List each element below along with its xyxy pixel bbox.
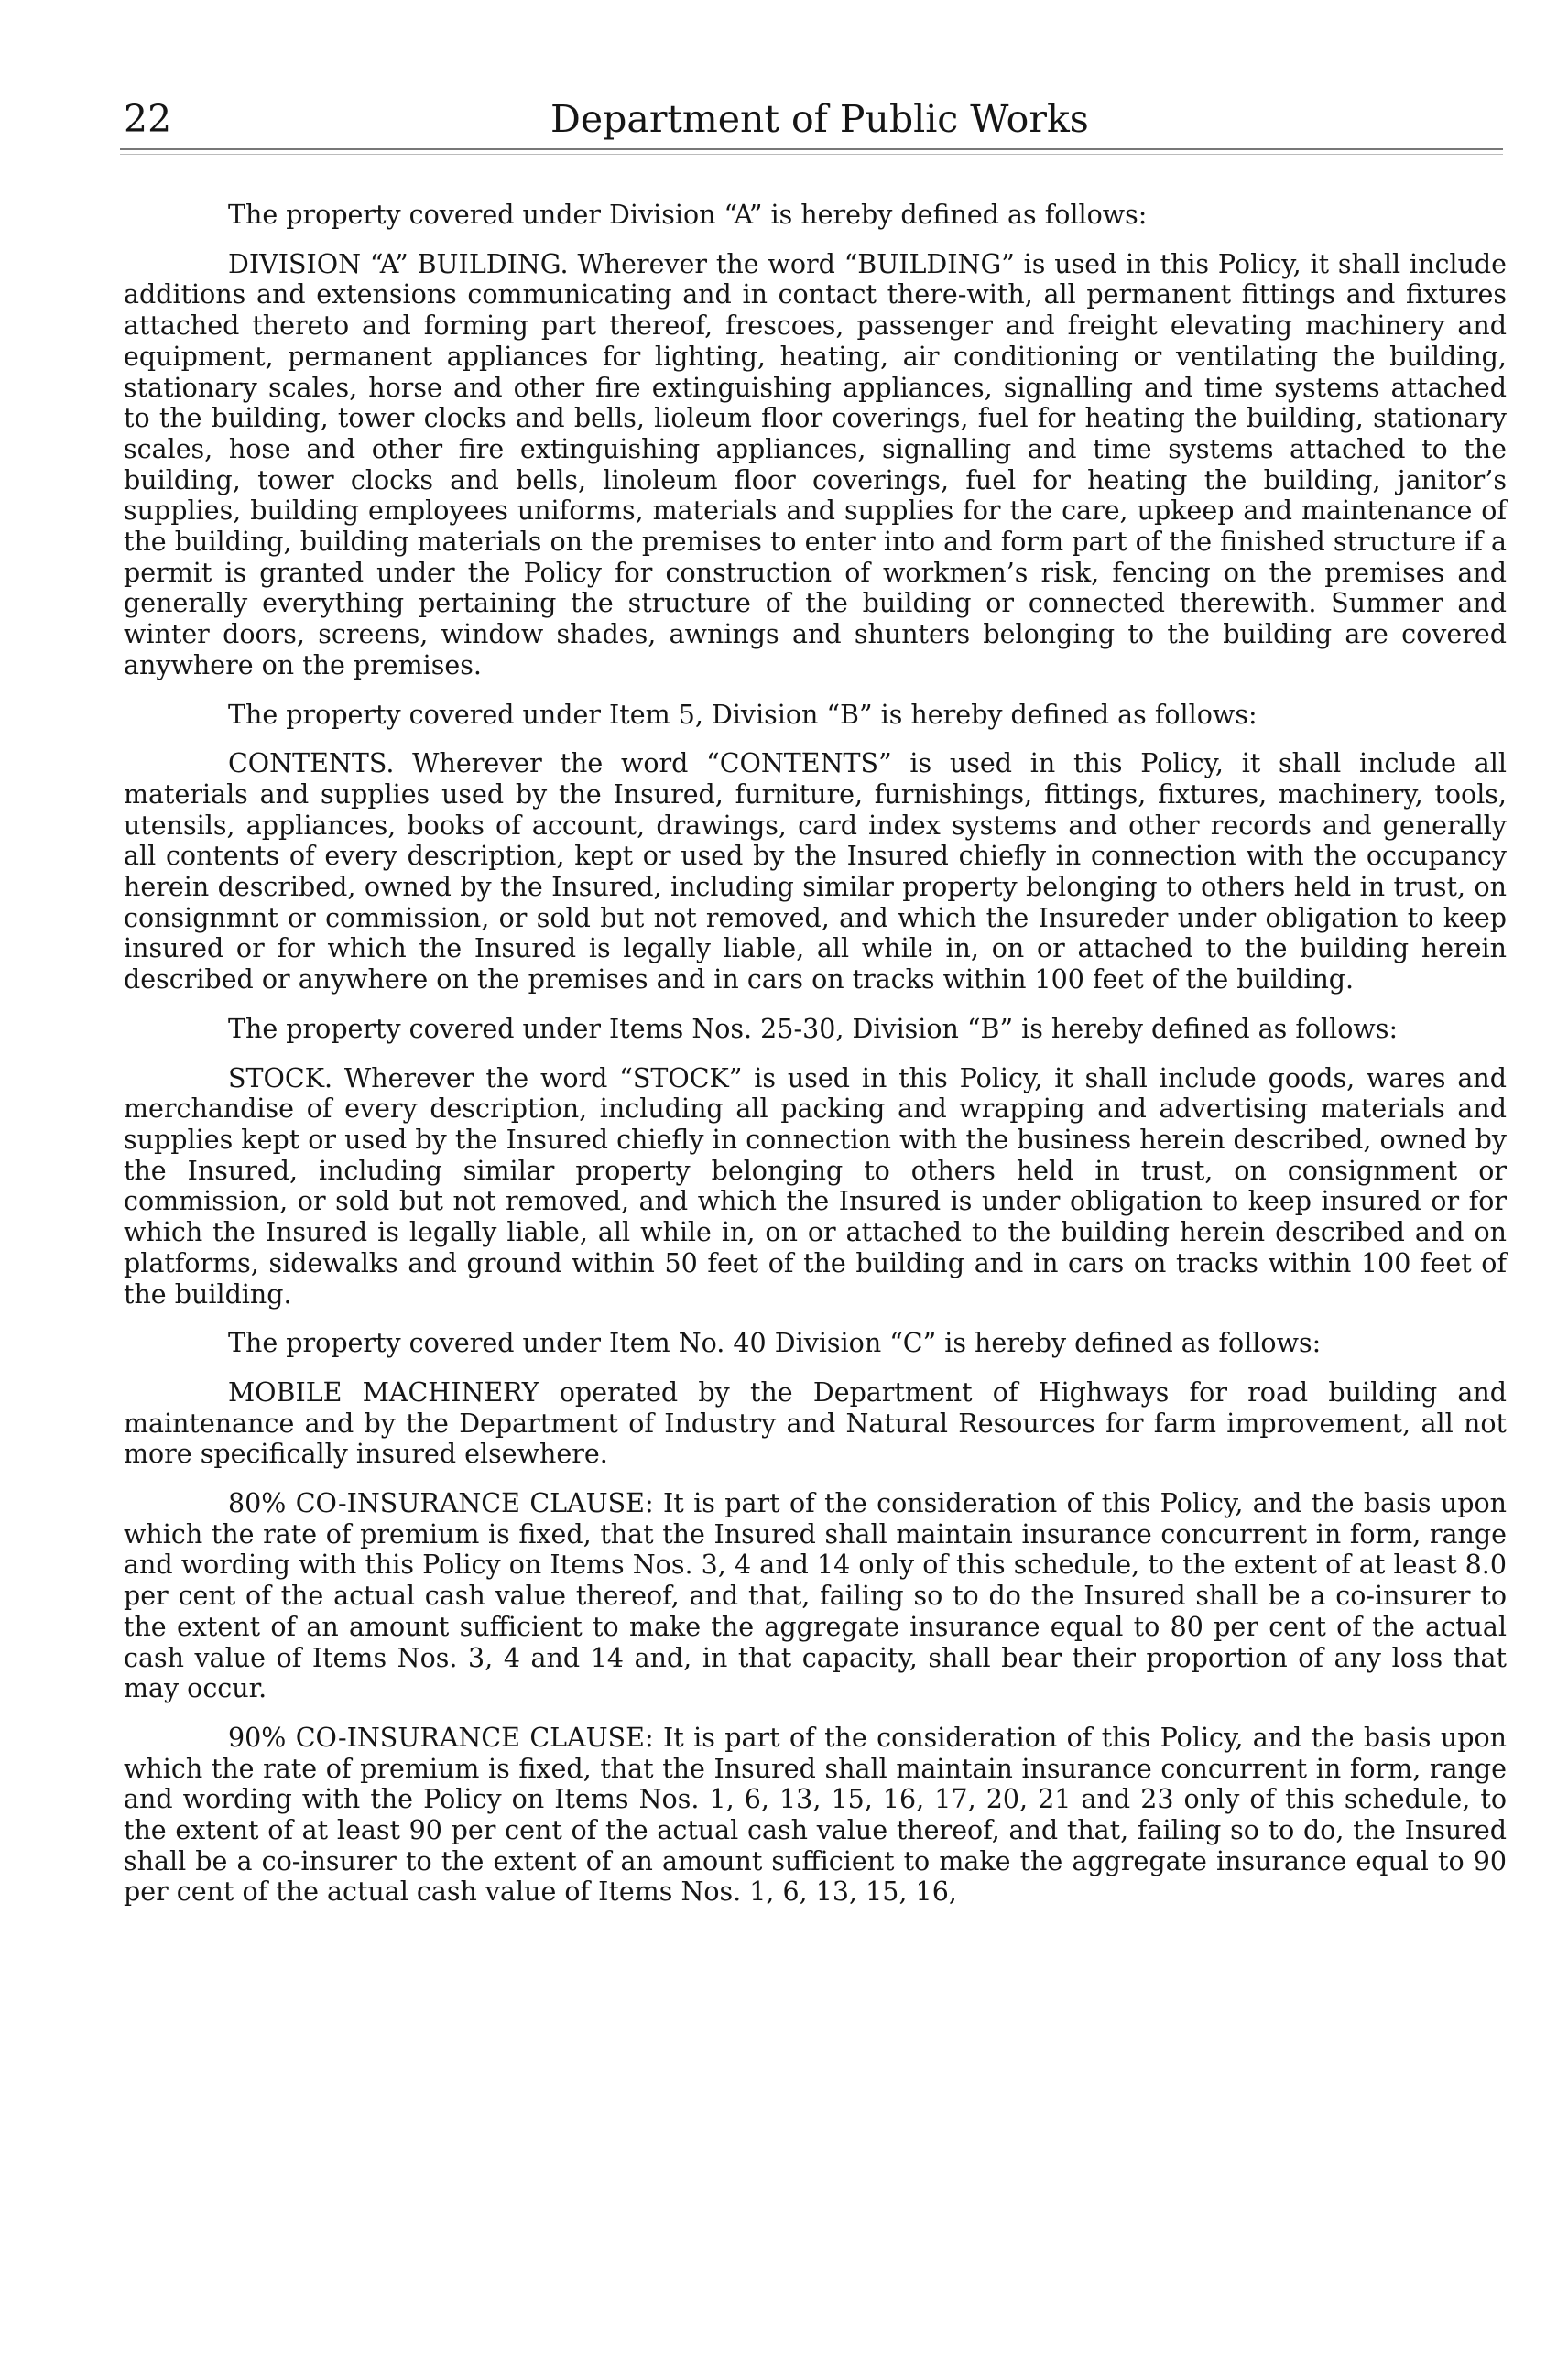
mobile-machinery-paragraph: MOBILE MACHINERY operated by the Department of Highways for road building and maintenance and by the Department of Industry and Natural Resources for farm improvement, all not more specifically insured elsewhere. [124, 1376, 1507, 1470]
stock-definition-paragraph: STOCK. Wherever the word “STOCK” is used in this Policy, it shall include goods, wares and merchandise of every description, including all packing and wrapping and advertising materials and supplies kept or used by the Insured chiefly in connection with the business herein described, owned by the Insured, including similar property belonging to others held in trust, on consignment or commission, or sold but not removed, and which the Insured is under obligation to keep insured or for which the Insured is legally liable, all while in, on or attached to the building herein described and on platforms, sidewalks and ground within 50 feet of the building and in cars on tracks within 100 feet of the building. [124, 1062, 1507, 1310]
coinsurance-80-paragraph: 80% CO-INSURANCE CLAUSE: It is part of the consideration of this Policy, and the basis upon which the rate of premium is fixed, that the Insured shall maintain insurance concurrent in form, range and wording with this Policy on Items Nos. 3, 4 and 14 only of this schedule, to the extent of at least 8.0 per cent of the actual cash value thereof, and that, failing so to do the Insured shall be a co-insurer to the extent of an amount sufficient to make the aggregate insurance equal to 80 per cent of the actual cash value of Items Nos. 3, 4 and 14 and, in that capacity, shall bear their proportion of any loss that may occur. [124, 1488, 1507, 1704]
running-title: Department of Public Works [550, 97, 1089, 141]
building-definition-paragraph: DIVISION “A” BUILDING. Wherever the word “BUILDING” is used in this Policy, it shall include additions and extensions communicating and in contact there-with, all permanent fittings and fixtures attached thereto and forming part thereof, frescoes, passenger and freight elevating machinery and equipment, permanent appliances for lighting, heating, air conditioning or ventilating the building, stationary scales, horse and other fire extinguishing appliances, signalling and time systems attached to the building, tower clocks and bells, lioleum floor coverings, fuel for heating the building, stationary scales, hose and other fire extinguishing appliances, signalling and time systems attached to the building, tower clocks and bells, linoleum floor coverings, fuel for heating the building, janitor’s supplies, building employees uniforms, materials and supplies for the care, upkeep and maintenance of the building, building materials on the premises to enter into and form part of the finished structure if a permit is granted under the Policy for construction of workmen’s risk, fencing on the premises and generally everything pertaining the structure of the building or connected therewith. Summer and winter doors, screens, window shades, awnings and shunters belonging to the building are covered anywhere on the premises. [124, 248, 1507, 680]
division-b-items-25-30-intro-paragraph: The property covered under Items Nos. 25-30, Division “B” is hereby defined as follows: [228, 1013, 1399, 1044]
division-c-item40-intro-paragraph: The property covered under Item No. 40 Division “C” is hereby defined as follows: [228, 1328, 1322, 1359]
header-rule-secondary [120, 154, 1503, 155]
body-text [124, 200, 1507, 1926]
page-number: 22 [124, 97, 172, 141]
contents-definition-paragraph: CONTENTS. Wherever the word “CONTENTS” is used in this Policy, it shall include all materials and supplies used by the Insured, furniture, furnishings, fittings, fixtures, machinery, tools, utensils, appliances, books of account, drawings, card index systems and other records and generally all contents of every description, kept or used by the Insured chiefly in connection with the occupancy herein described, owned by the Insured, including similar property belonging to others held in trust, on consignmnt or commission, or sold but not removed, and which the Insureder under obligation to keep insured or for which the Insured is legally liable, all while in, on or attached to the building herein described or anywhere on the premises and in cars on tracks within 100 feet of the building. [124, 748, 1507, 995]
page-header [120, 92, 1503, 147]
coinsurance-90-paragraph: 90% CO-INSURANCE CLAUSE: It is part of the consideration of this Policy, and the basis upon which the rate of premium is fixed, that the Insured shall maintain insurance concurrent in form, range and wording with the Policy on Items Nos. 1, 6, 13, 15, 16, 17, 20, 21 and 23 only of this schedule, to the extent of at least 90 per cent of the actual cash value thereof, and that, failing so to do, the Insured shall be a co-insurer to the extent of an amount sufficient to make the aggregate insurance equal to 90 per cent of the actual cash value of Items Nos. 1, 6, 13, 15, 16, [124, 1722, 1507, 1908]
header-rule [120, 148, 1503, 150]
division-b-item5-intro-paragraph: The property covered under Item 5, Division “B” is hereby defined as follows: [228, 699, 1258, 730]
division-a-intro-paragraph: The property covered under Division “A” is hereby defined as follows: [228, 200, 1148, 230]
